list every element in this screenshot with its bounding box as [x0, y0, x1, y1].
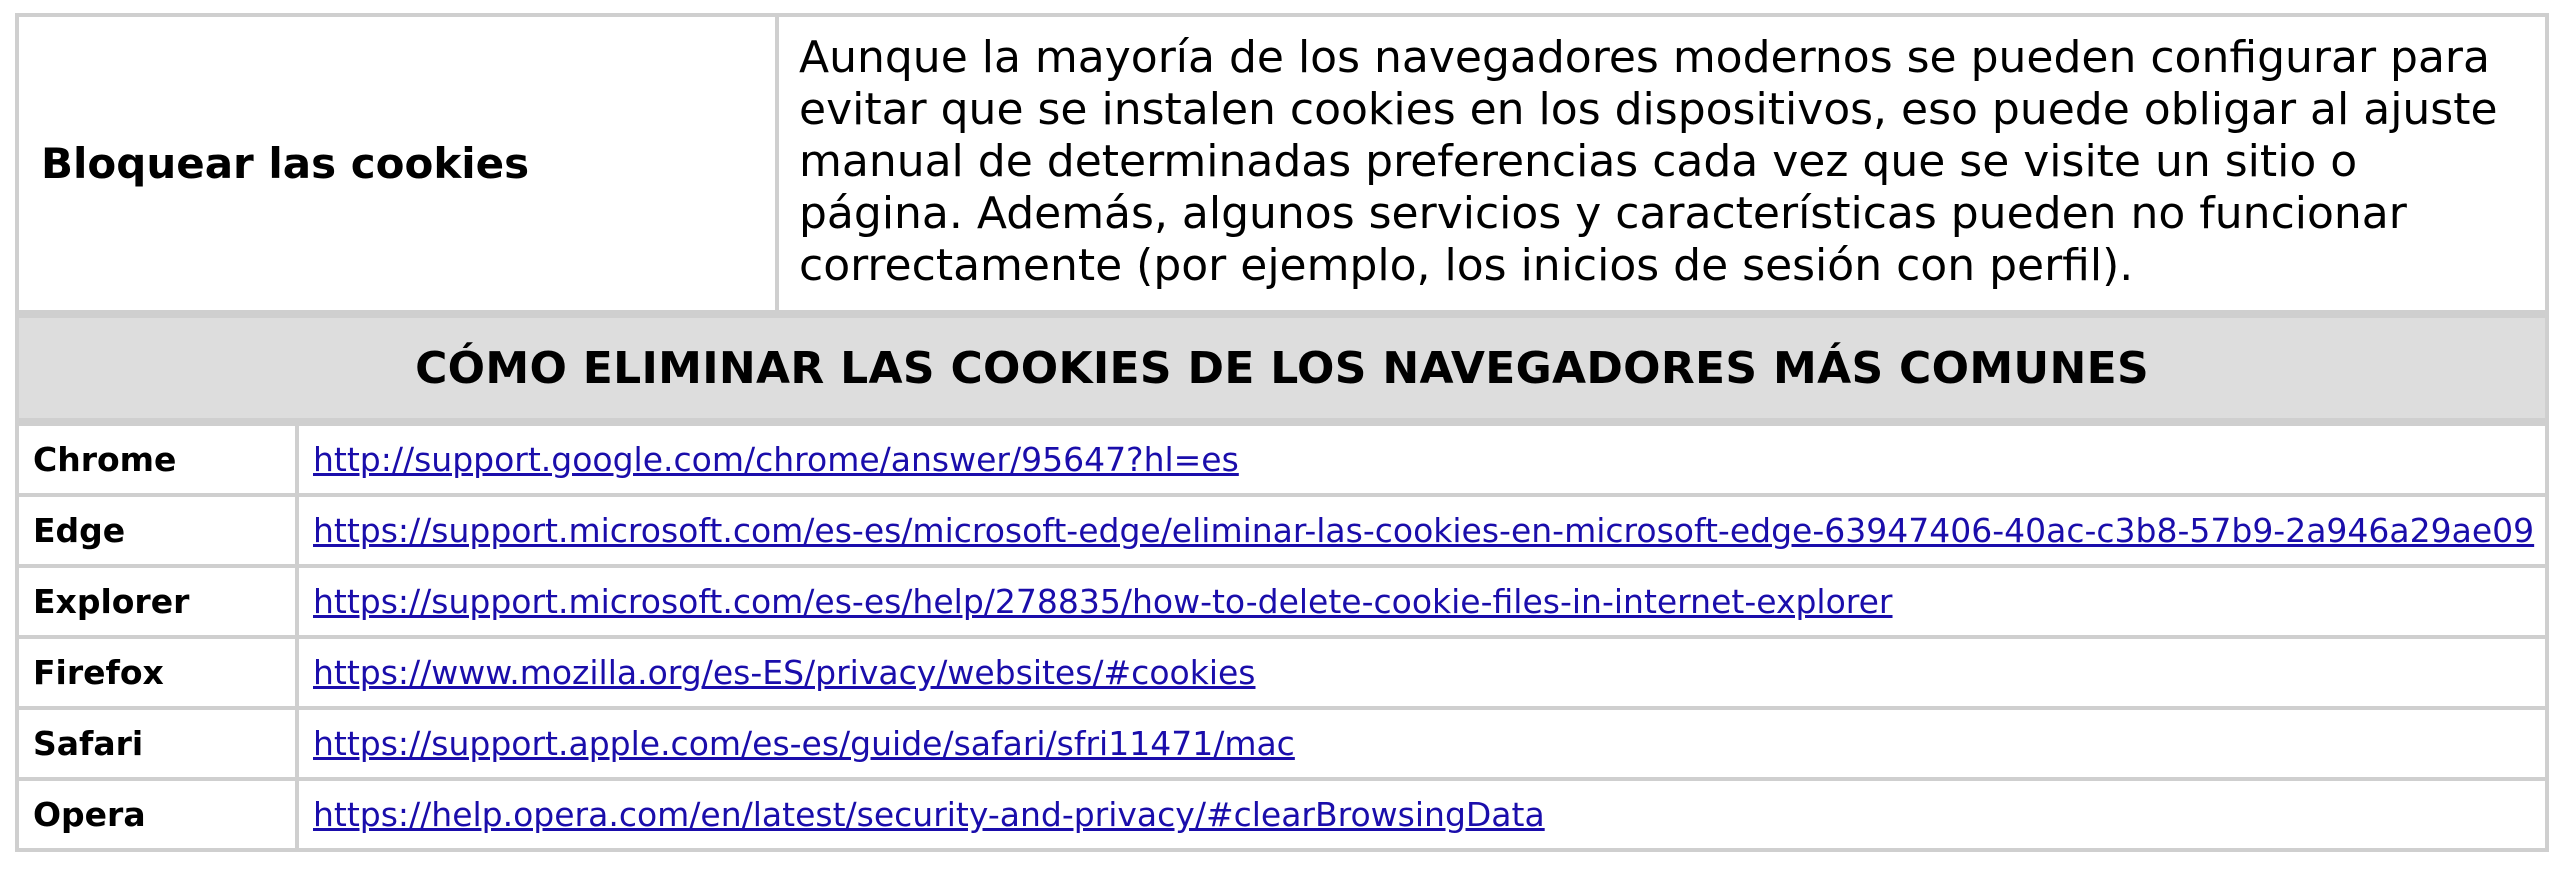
table-row: [17, 637, 2547, 708]
link-explorer[interactable]: https://support.microsoft.com/es-es/help/278835/how-to-delete-cookie-files-in-internet-explorer: [313, 582, 1893, 621]
browser-name-safari: Safari: [17, 708, 297, 779]
link-cell: [297, 424, 2547, 495]
block-cookies-description: Aunque la mayoría de los navegadores modernos se pueden configurar para evitar que se instalen cookies en los dispositivos, eso puede obligar al ajuste manual de determinadas preferencias cada vez que se visite un sitio o página. Además, algunos servicios y características pueden no funcionar correctamente (por ejemplo, los inicios de sesión con perfil).: [777, 15, 2547, 312]
link-safari[interactable]: https://support.apple.com/es-es/guide/safari/sfri11471/mac: [313, 724, 1295, 763]
table-row: [17, 708, 2547, 779]
table-row: [17, 779, 2547, 850]
block-cookies-row: [17, 15, 2547, 312]
link-cell: [297, 779, 2547, 850]
section-header-table: [15, 314, 2549, 422]
cookies-document: [15, 13, 2549, 852]
table-row: [17, 495, 2547, 566]
block-cookies-label: Bloquear las cookies: [17, 15, 777, 312]
link-cell: [297, 566, 2547, 637]
browser-name-firefox: Firefox: [17, 637, 297, 708]
link-cell: [297, 708, 2547, 779]
table-row: [17, 424, 2547, 495]
link-firefox[interactable]: https://www.mozilla.org/es-ES/privacy/websites/#cookies: [313, 653, 1256, 692]
link-chrome[interactable]: http://support.google.com/chrome/answer/95647?hl=es: [313, 440, 1239, 479]
link-opera[interactable]: https://help.opera.com/en/latest/security-and-privacy/#clearBrowsingData: [313, 795, 1545, 834]
table-row: [17, 566, 2547, 637]
browser-name-explorer: Explorer: [17, 566, 297, 637]
browser-name-opera: Opera: [17, 779, 297, 850]
section-title: CÓMO ELIMINAR LAS COOKIES DE LOS NAVEGADORES MÁS COMUNES: [17, 316, 2547, 420]
link-cell: [297, 495, 2547, 566]
link-edge[interactable]: https://support.microsoft.com/es-es/microsoft-edge/eliminar-las-cookies-en-microsoft-edge-63947406-40ac-c3b8-57b9-2a946a29ae09: [313, 511, 2535, 550]
block-cookies-table: [15, 13, 2549, 314]
link-cell: [297, 637, 2547, 708]
browser-links-table: [15, 422, 2549, 852]
browser-name-edge: Edge: [17, 495, 297, 566]
browser-name-chrome: Chrome: [17, 424, 297, 495]
